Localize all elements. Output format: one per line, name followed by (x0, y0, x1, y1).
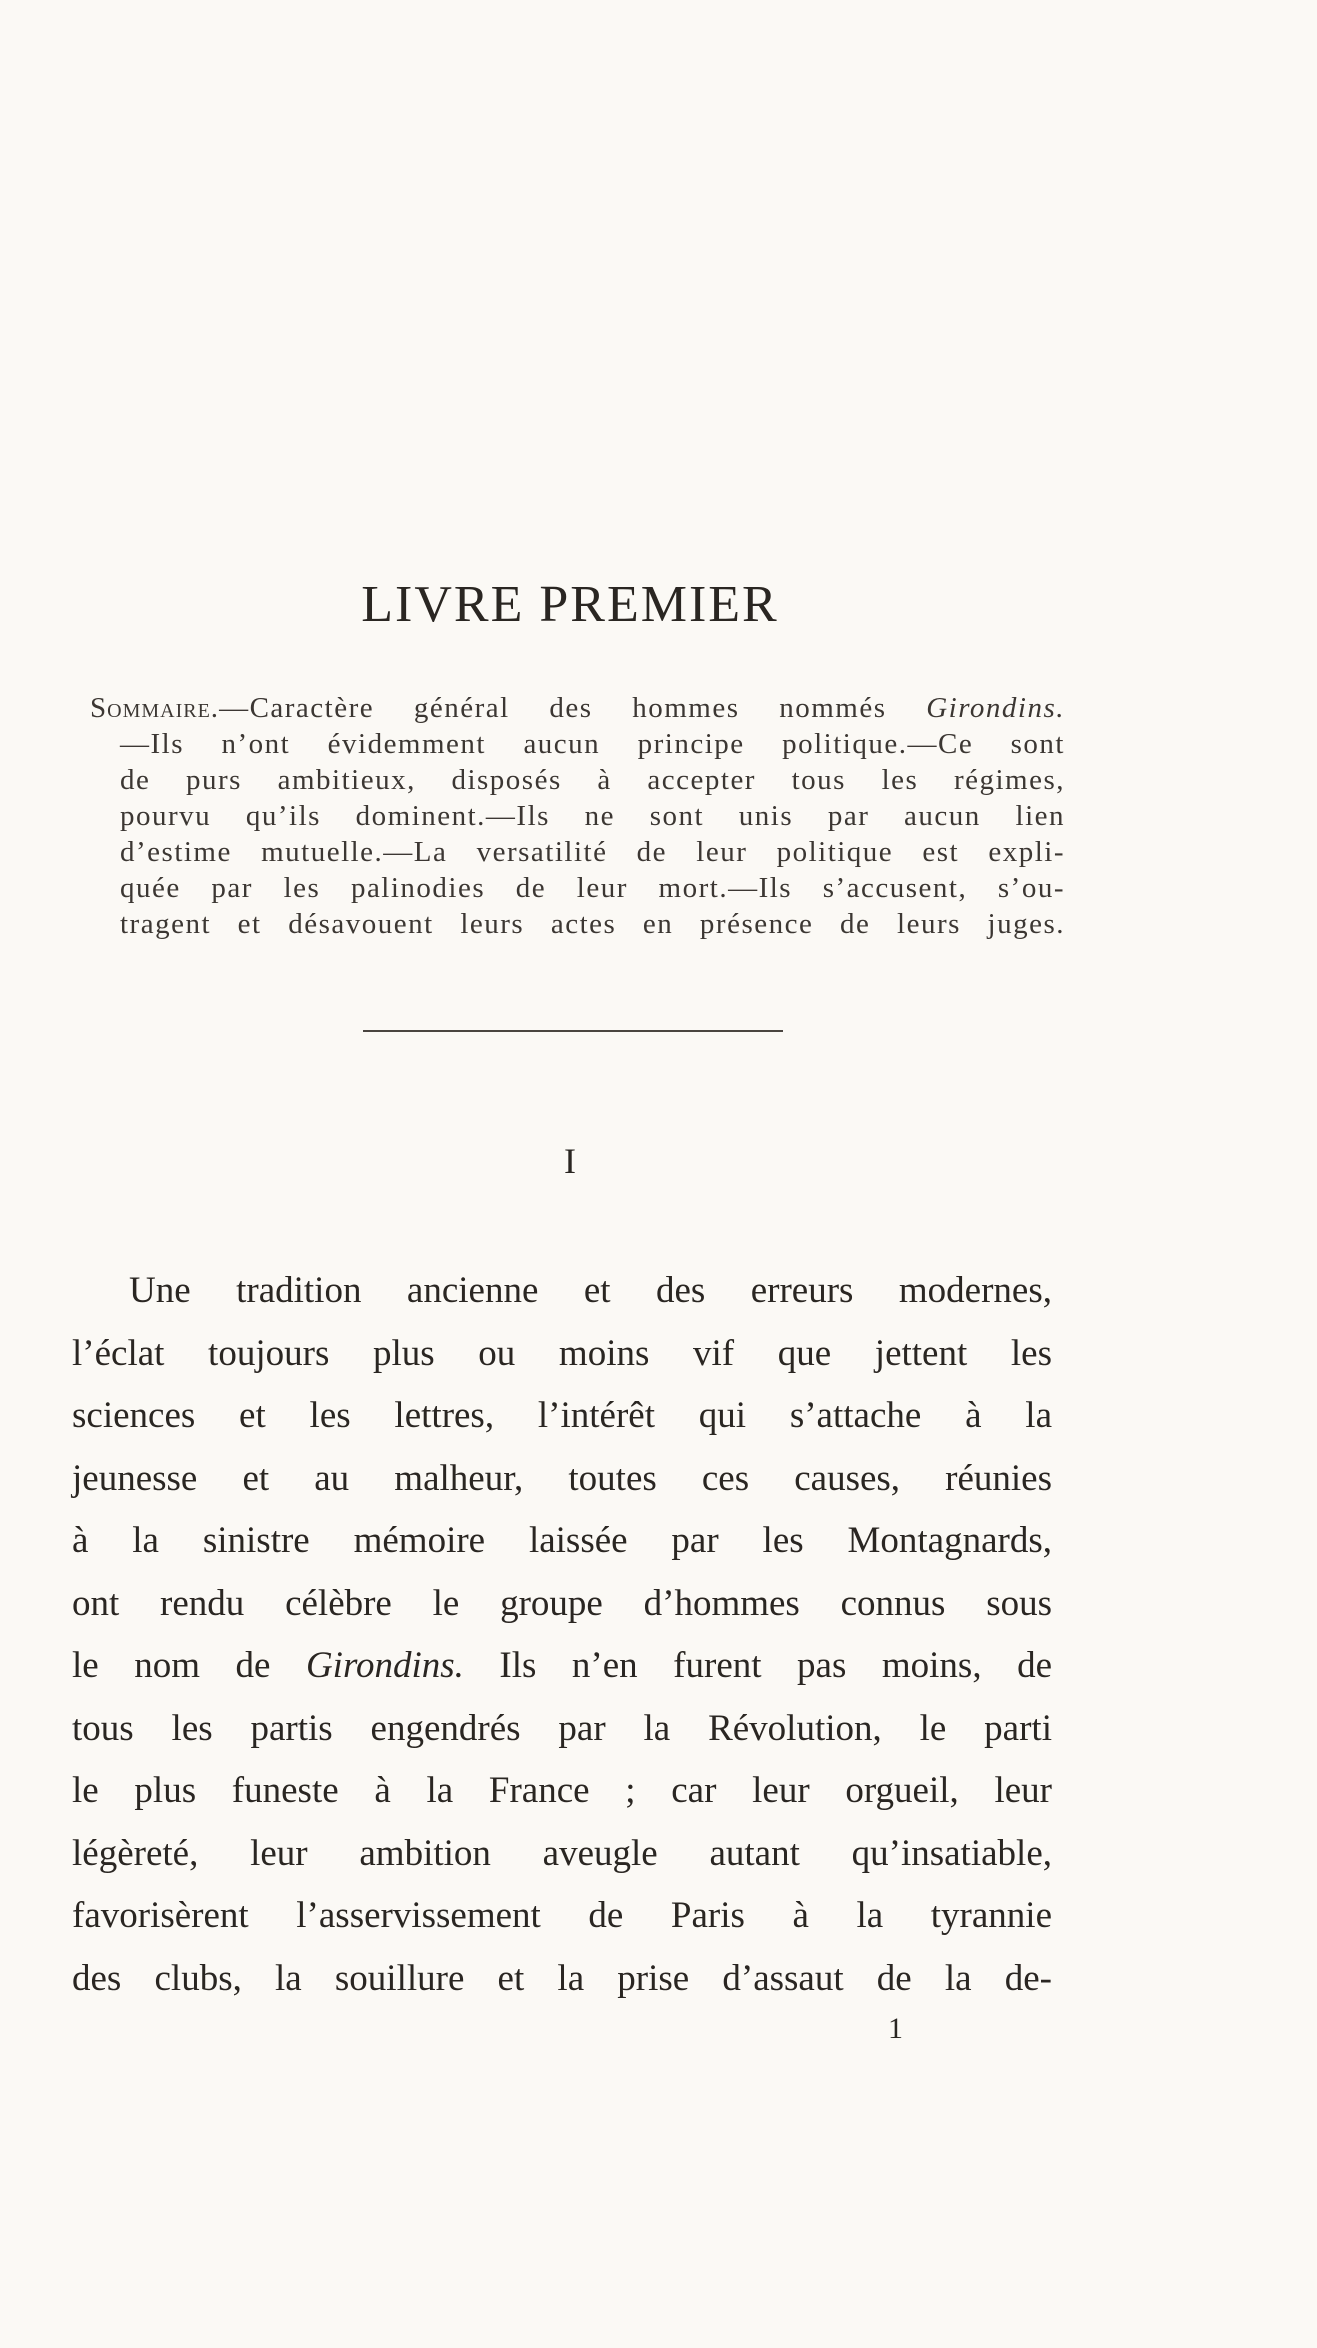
body-line: sciences et les lettres, l’intérêt qui s’attache à la (72, 1395, 1052, 1436)
body-line: jeunesse et au malheur, toutes ces causes, réunies (72, 1457, 1052, 1499)
chapter-title: LIVRE PREMIER (361, 575, 779, 633)
body-emphasis: Girondins. (305, 1645, 464, 1686)
body-line: l’éclat toujours plus ou moins vif que jettent les (72, 1332, 1052, 1374)
body-line: favorisèrent l’asservissement de Paris à la tyrannie (72, 1895, 1052, 1936)
summary-line: d’estime mutuelle.—La versatilité de leur politique est expli- (120, 836, 1065, 868)
summary-text: —Caractère général des hommes nommés (219, 692, 927, 724)
summary-emphasis: Girondins. (926, 692, 1065, 724)
summary-line: quée par les palinodies de leur mort.—Ils s’accusent, s’ou- (120, 872, 1065, 904)
summary-line: tragent et désavouent leurs actes en présence de leurs juges. (120, 908, 1065, 940)
section-number: I (564, 1141, 576, 1181)
body-line: des clubs, la souillure et la prise d’assaut de la de- (72, 1957, 1052, 1999)
body-text: Ils n’en furent pas moins, de (463, 1645, 1052, 1686)
body-line: Une tradition ancienne et des erreurs modernes, (129, 1270, 1052, 1311)
section-divider (363, 1030, 783, 1032)
body-line: tous les partis engendrés par la Révolution, le parti (72, 1707, 1052, 1749)
summary-line (90, 690, 1065, 726)
body-text: le nom de (72, 1645, 306, 1686)
summary-line: —Ils n’ont évidemment aucun principe politique.—Ce sont (120, 728, 1065, 760)
body-line: le plus funeste à la France ; car leur orgueil, leur (72, 1770, 1052, 1811)
page-number: 1 (888, 2012, 903, 2045)
body-line (72, 1635, 1052, 1698)
body-line: à la sinistre mémoire laissée par les Montagnards, (72, 1520, 1052, 1561)
summary-lead: Sommaire. (90, 692, 220, 724)
chapter-summary (90, 690, 1065, 942)
body-paragraph (72, 1260, 1052, 2010)
summary-line: de purs ambitieux, disposés à accepter tous les régimes, (120, 764, 1065, 796)
body-line: légèreté, leur ambition aveugle autant qu’insatiable, (72, 1832, 1052, 1874)
summary-line: pourvu qu’ils dominent.—Ils ne sont unis par aucun lien (120, 800, 1065, 832)
body-line: ont rendu célèbre le groupe d’hommes connus sous (72, 1582, 1052, 1624)
